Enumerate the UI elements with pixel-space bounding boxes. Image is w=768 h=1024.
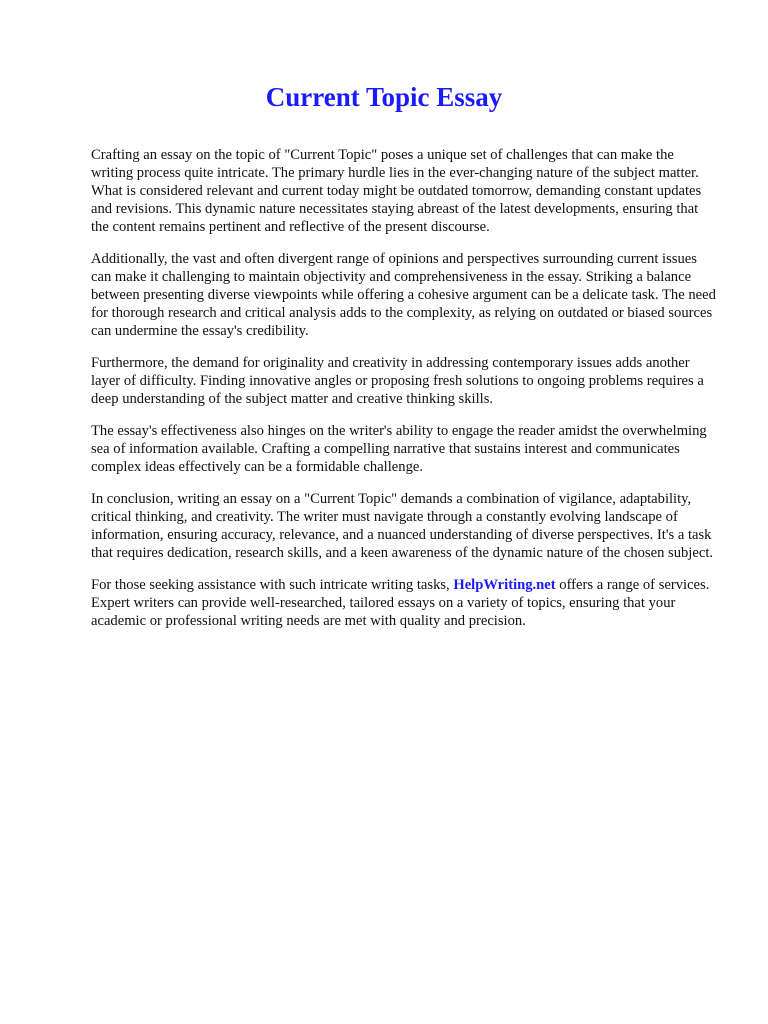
- closing-text-before-link: For those seeking assistance with such intricate writing tasks,: [91, 577, 454, 593]
- paragraph-4: The essay's effectiveness also hinges on the writer's ability to engage the reader amidst the overwhelming sea of information available. Crafting a compelling narrative that sustains interest and communicates complex ideas effectively can be a formidable challenge.: [91, 423, 707, 475]
- paragraph-2: Additionally, the vast and often divergent range of opinions and perspectives surrounding current issues can make it challenging to maintain objectivity and comprehensiveness in the essay. Striking a balance between presenting diverse viewpoints while offering a cohesive argument can be a delicate task. The need for thorough research and critical analysis adds to the complexity, as relying on outdated or biased sources can undermine the essay's credibility.: [91, 251, 716, 339]
- page-title: Current Topic Essay: [265, 82, 503, 112]
- paragraph-3: Furthermore, the demand for originality and creativity in addressing contemporary issues adds another layer of difficulty. Finding innovative angles or proposing fresh solutions to ongoing problems requires a deep understanding of the subject matter and creative thinking skills.: [91, 355, 704, 407]
- helpwriting-link[interactable]: HelpWriting.net: [453, 577, 556, 593]
- closing-text-after-link: offers a range of services. Expert writers can provide well-researched, tailored essays on a variety of topics, ensuring that your academic or professional writing needs are met with quality and precision.: [91, 577, 710, 629]
- essay-body: [91, 146, 719, 644]
- paragraph-5: In conclusion, writing an essay on a "Current Topic" demands a combination of vigilance, adaptability, critical thinking, and creativity. The writer must navigate through a constantly evolving landscape of information, ensuring accuracy, relevance, and a nuanced understanding of diverse perspectives. It's a task that requires dedication, research skills, and a keen awareness of the dynamic nature of the chosen subject.: [91, 491, 714, 561]
- paragraph-1: Crafting an essay on the topic of "Current Topic" poses a unique set of challenges that can make the writing process quite intricate. The primary hurdle lies in the ever-changing nature of the subject matter. What is considered relevant and current today might be outdated tomorrow, demanding constant updates and revisions. This dynamic nature necessitates staying abreast of the latest developments, ensuring that the content remains pertinent and reflective of the present discourse.: [91, 147, 702, 235]
- closing-paragraph: [91, 576, 719, 630]
